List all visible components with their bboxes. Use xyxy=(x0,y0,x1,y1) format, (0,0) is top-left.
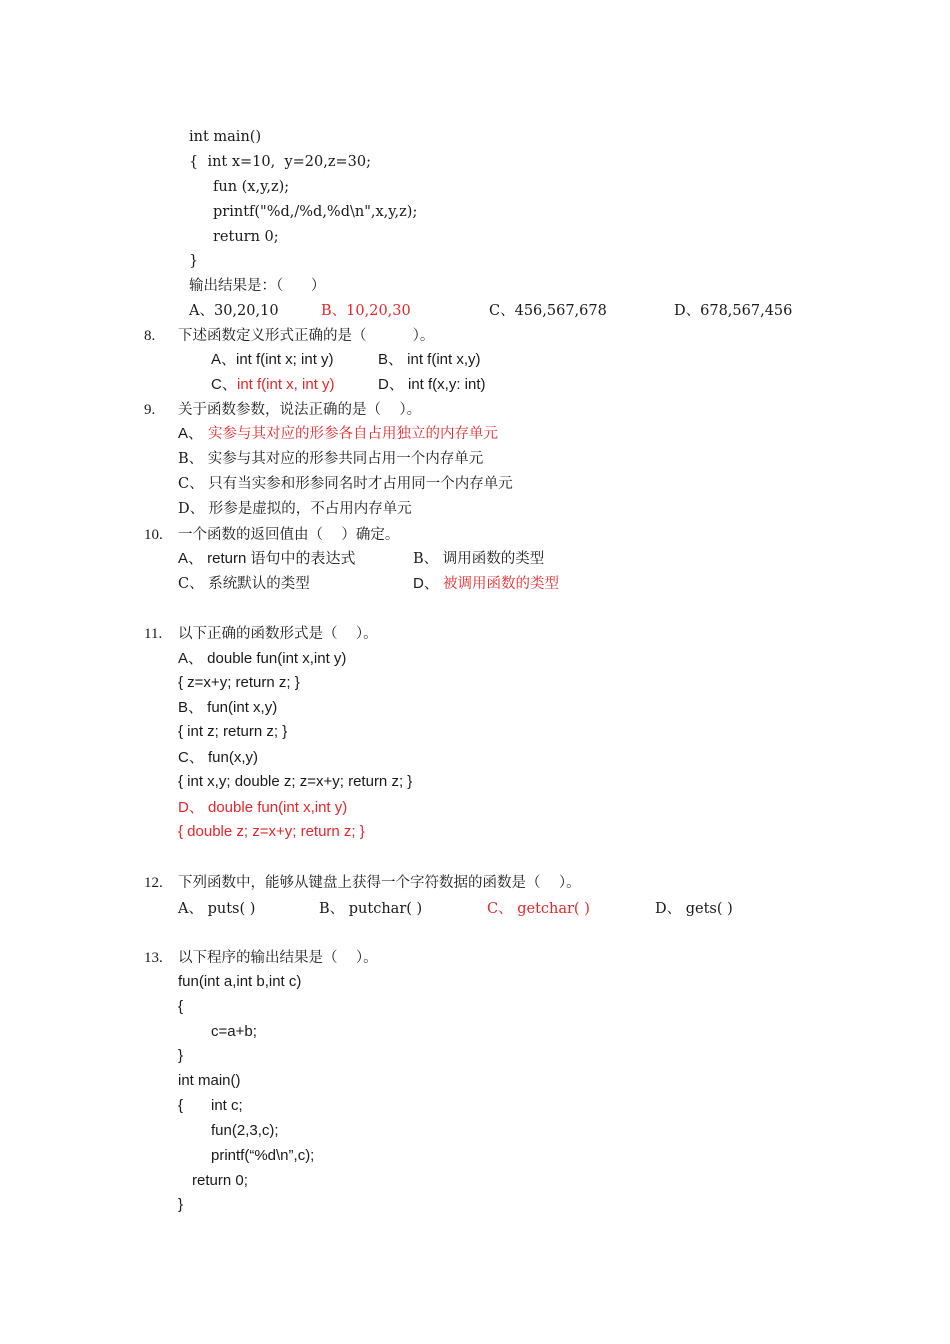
question-text: 以下程序的输出结果是（ ）。 xyxy=(178,950,378,966)
option-a: A、int f(int x; int y) xyxy=(211,351,334,368)
option-c-label: C、 xyxy=(211,376,237,393)
option-b-answer: B、10,20,30 xyxy=(321,303,411,319)
code-line: return 0; xyxy=(192,1172,248,1189)
option-a-body: { z=x+y; return z; } xyxy=(178,674,300,691)
question-text: 下述函数定义形式正确的是（ ）。 xyxy=(178,328,435,344)
option-b: B、 fun(int x,y) xyxy=(178,699,278,716)
question-number: 9. xyxy=(144,402,156,418)
option-b: B、 int f(int x,y) xyxy=(378,351,481,368)
option-c-answer: C、 getchar( ) xyxy=(487,901,590,917)
option-d-answer: D、 double fun(int x,int y) xyxy=(178,799,348,816)
option-c-body: { int x,y; double z; z=x+y; return z; } xyxy=(178,773,413,790)
code-line: fun (x,y,z); xyxy=(213,179,290,195)
option-d: D、 形参是虚拟的，不占用内存单元 xyxy=(178,501,412,517)
option-c: C、 系统默认的类型 xyxy=(178,576,310,592)
option-b: B、 调用函数的类型 xyxy=(413,551,545,567)
option-a: A、 return 语句中的表达式 xyxy=(178,550,356,567)
question-number: 8. xyxy=(144,328,156,344)
question-number: 12. xyxy=(144,875,163,891)
question-number: 11. xyxy=(144,626,163,642)
code-line: printf(“%d\n”,c); xyxy=(211,1147,315,1164)
option-c: C、456,567,678 xyxy=(489,303,607,319)
option-d-answer-body: { double z; z=x+y; return z; } xyxy=(178,823,365,840)
question-text: 下列函数中，能够从键盘上获得一个字符数据的函数是（ ）。 xyxy=(178,875,581,891)
code-line: { xyxy=(178,998,184,1015)
code-line: int main() xyxy=(189,129,262,145)
question-text: 以下正确的函数形式是（ ）。 xyxy=(178,626,378,642)
code-line: int main() xyxy=(178,1072,241,1089)
option-a: A、 puts( ) xyxy=(178,901,256,917)
option-b: B、 实参与其对应的形参共同占用一个内存单元 xyxy=(178,451,484,467)
question-number: 10. xyxy=(144,527,163,543)
code-line: fun(int a,int b,int c) xyxy=(178,973,302,990)
option-c: C、 只有当实参和形参同名时才占用同一个内存单元 xyxy=(178,476,513,492)
option-a: A、30,20,10 xyxy=(189,303,279,319)
question-text: 一个函数的返回值由（ ）确定。 xyxy=(178,527,400,543)
code-line: } xyxy=(178,1047,184,1064)
option-c: C、 fun(x,y) xyxy=(178,749,259,766)
option-b: B、 putchar( ) xyxy=(319,901,423,917)
code-line: } xyxy=(178,1196,184,1213)
option-a: A、 double fun(int x,int y) xyxy=(178,650,347,667)
option-c-answer: int f(int x, int y) xyxy=(237,376,335,393)
question-prompt: 输出结果是：（ ） xyxy=(189,278,326,294)
option-d-label: D、 xyxy=(413,575,439,592)
option-b-body: { int z; return z; } xyxy=(178,723,288,740)
option-a-label: A、 xyxy=(178,425,204,442)
code-line: printf("%d,/%d,%d\n",x,y,z); xyxy=(213,204,418,220)
option-d: D、 gets( ) xyxy=(655,901,733,917)
code-line: return 0; xyxy=(213,229,279,245)
code-line: int c; xyxy=(211,1097,243,1114)
code-line: c=a+b; xyxy=(211,1023,257,1040)
option-d: D、 int f(x,y: int) xyxy=(378,376,486,393)
question-number: 13. xyxy=(144,950,163,966)
code-line: fun(2,3,c); xyxy=(211,1122,279,1139)
option-a-answer: 实参与其对应的形参各自占用独立的内存单元 xyxy=(208,426,498,442)
option-d: D、678,567,456 xyxy=(674,303,793,319)
code-line: } xyxy=(189,253,199,269)
code-line: { xyxy=(178,1097,184,1114)
option-d-answer: 被调用函数的类型 xyxy=(443,576,559,592)
code-line: { int x=10, y=20,z=30; xyxy=(189,154,371,170)
question-text: 关于函数参数，说法正确的是（ ）。 xyxy=(178,402,422,418)
